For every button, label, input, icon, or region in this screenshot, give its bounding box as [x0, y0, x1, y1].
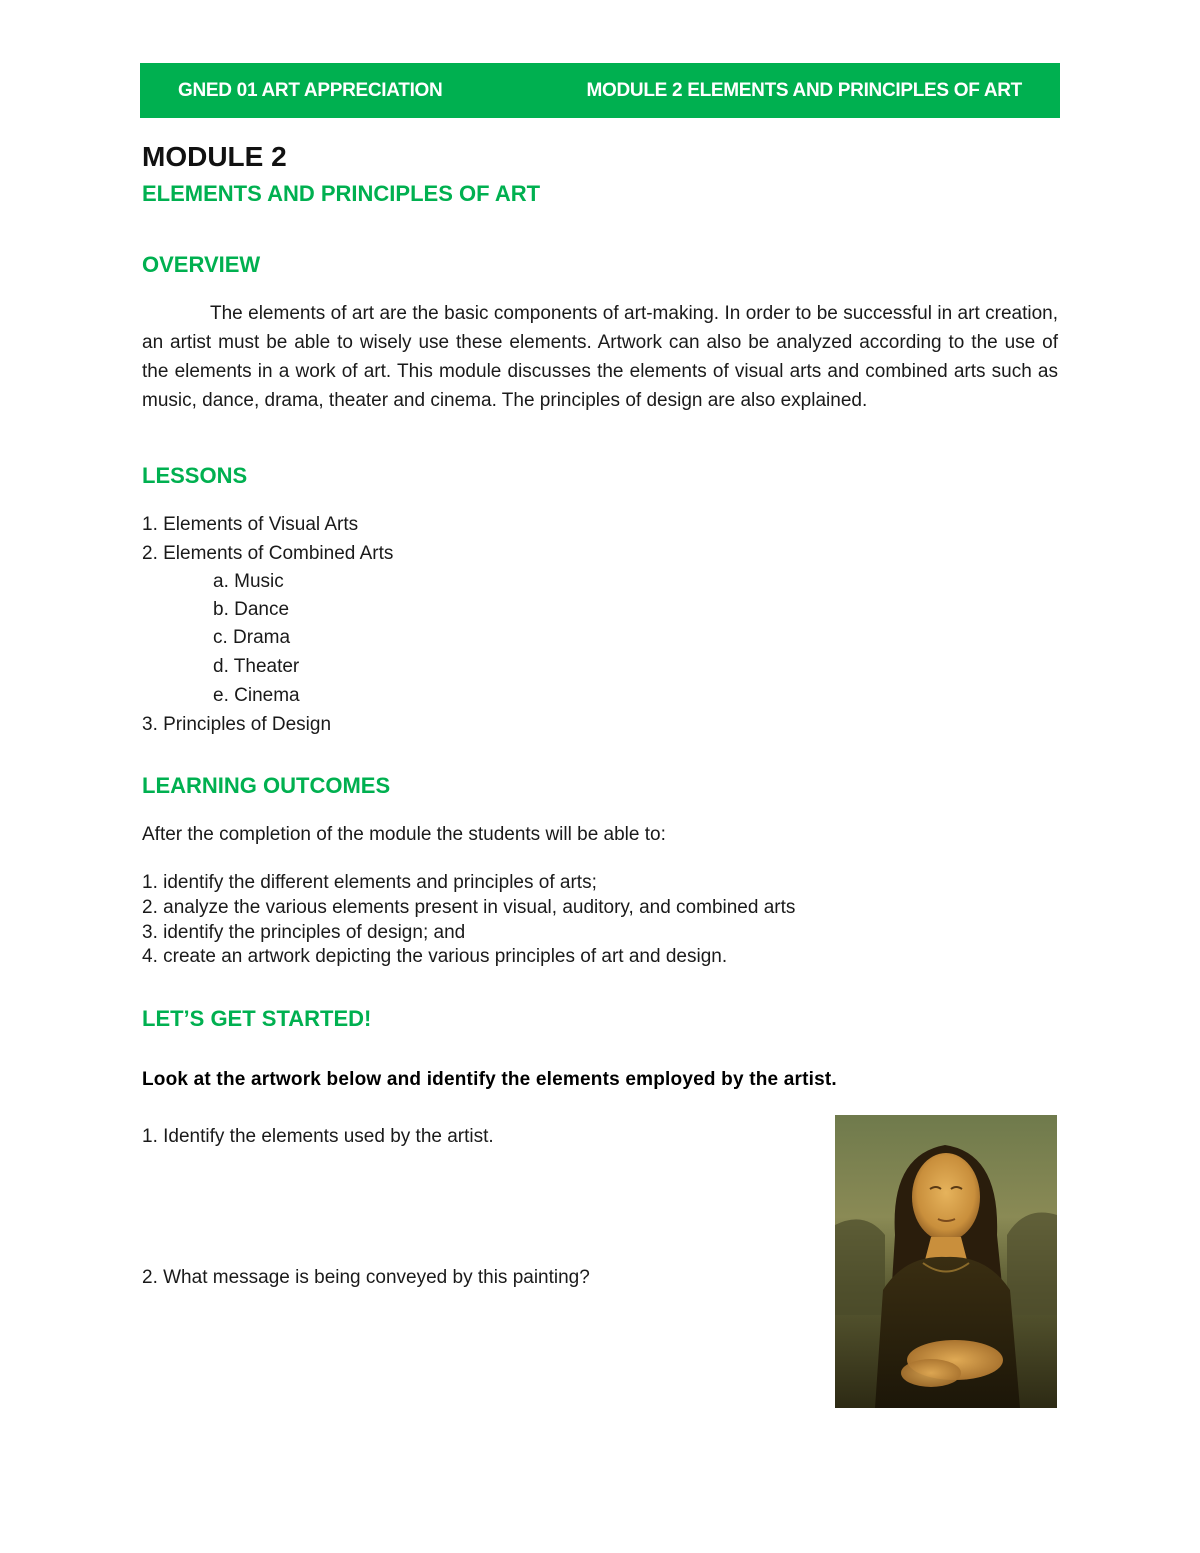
lesson-subitem: e. Cinema — [213, 685, 300, 706]
overview-paragraph — [142, 299, 1058, 415]
activity-question: 1. Identify the elements used by the artist. — [142, 1126, 494, 1147]
module-subtitle: ELEMENTS AND PRINCIPLES OF ART — [142, 181, 541, 206]
lets-get-started-heading: LET’S GET STARTED! — [142, 1006, 372, 1031]
outcomes-intro: After the completion of the module the students will be able to: — [142, 824, 666, 845]
outcome-item: 1. identify the different elements and principles of arts; — [142, 872, 597, 893]
lesson-subitem: a. Music — [213, 571, 284, 592]
outcome-item: 4. create an artwork depicting the various principles of art and design. — [142, 946, 728, 967]
learning-outcomes-heading: LEARNING OUTCOMES — [142, 773, 391, 798]
lesson-item: 2. Elements of Combined Arts — [142, 543, 394, 564]
activity-instruction: Look at the artwork below and identify the elements employed by the artist. — [142, 1069, 837, 1090]
outcome-item: 2. analyze the various elements present in visual, auditory, and combined arts — [142, 897, 796, 918]
lessons-heading: LESSONS — [142, 463, 248, 488]
lesson-subitem: d. Theater — [213, 656, 300, 677]
portrait-painting-image — [835, 1115, 1057, 1408]
lesson-subitem: b. Dance — [213, 599, 290, 620]
activity-question: 2. What message is being conveyed by this painting? — [142, 1267, 590, 1288]
lesson-item: 3. Principles of Design — [142, 714, 332, 735]
overview-text: The elements of art are the basic components of art-making. In order to be successful in art creation, an artist must be able to wisely use these elements. Artwork can also be analyzed according to the use of the elements in a work of art. This module discusses the elements of visual arts and combined arts such as music, dance, drama, theater and cinema. The principles of design are also explained. — [142, 303, 1058, 411]
lesson-item: 1. Elements of Visual Arts — [142, 514, 359, 535]
header-module-title: MODULE 2 ELEMENTS AND PRINCIPLES OF ART — [586, 79, 1022, 101]
outcome-item: 3. identify the principles of design; and — [142, 922, 466, 943]
header-course-title: GNED 01 ART APPRECIATION — [178, 79, 443, 101]
overview-heading: OVERVIEW — [142, 252, 261, 277]
lesson-subitem: c. Drama — [213, 627, 291, 648]
module-title: MODULE 2 — [142, 141, 287, 172]
header-bar — [140, 63, 1060, 118]
